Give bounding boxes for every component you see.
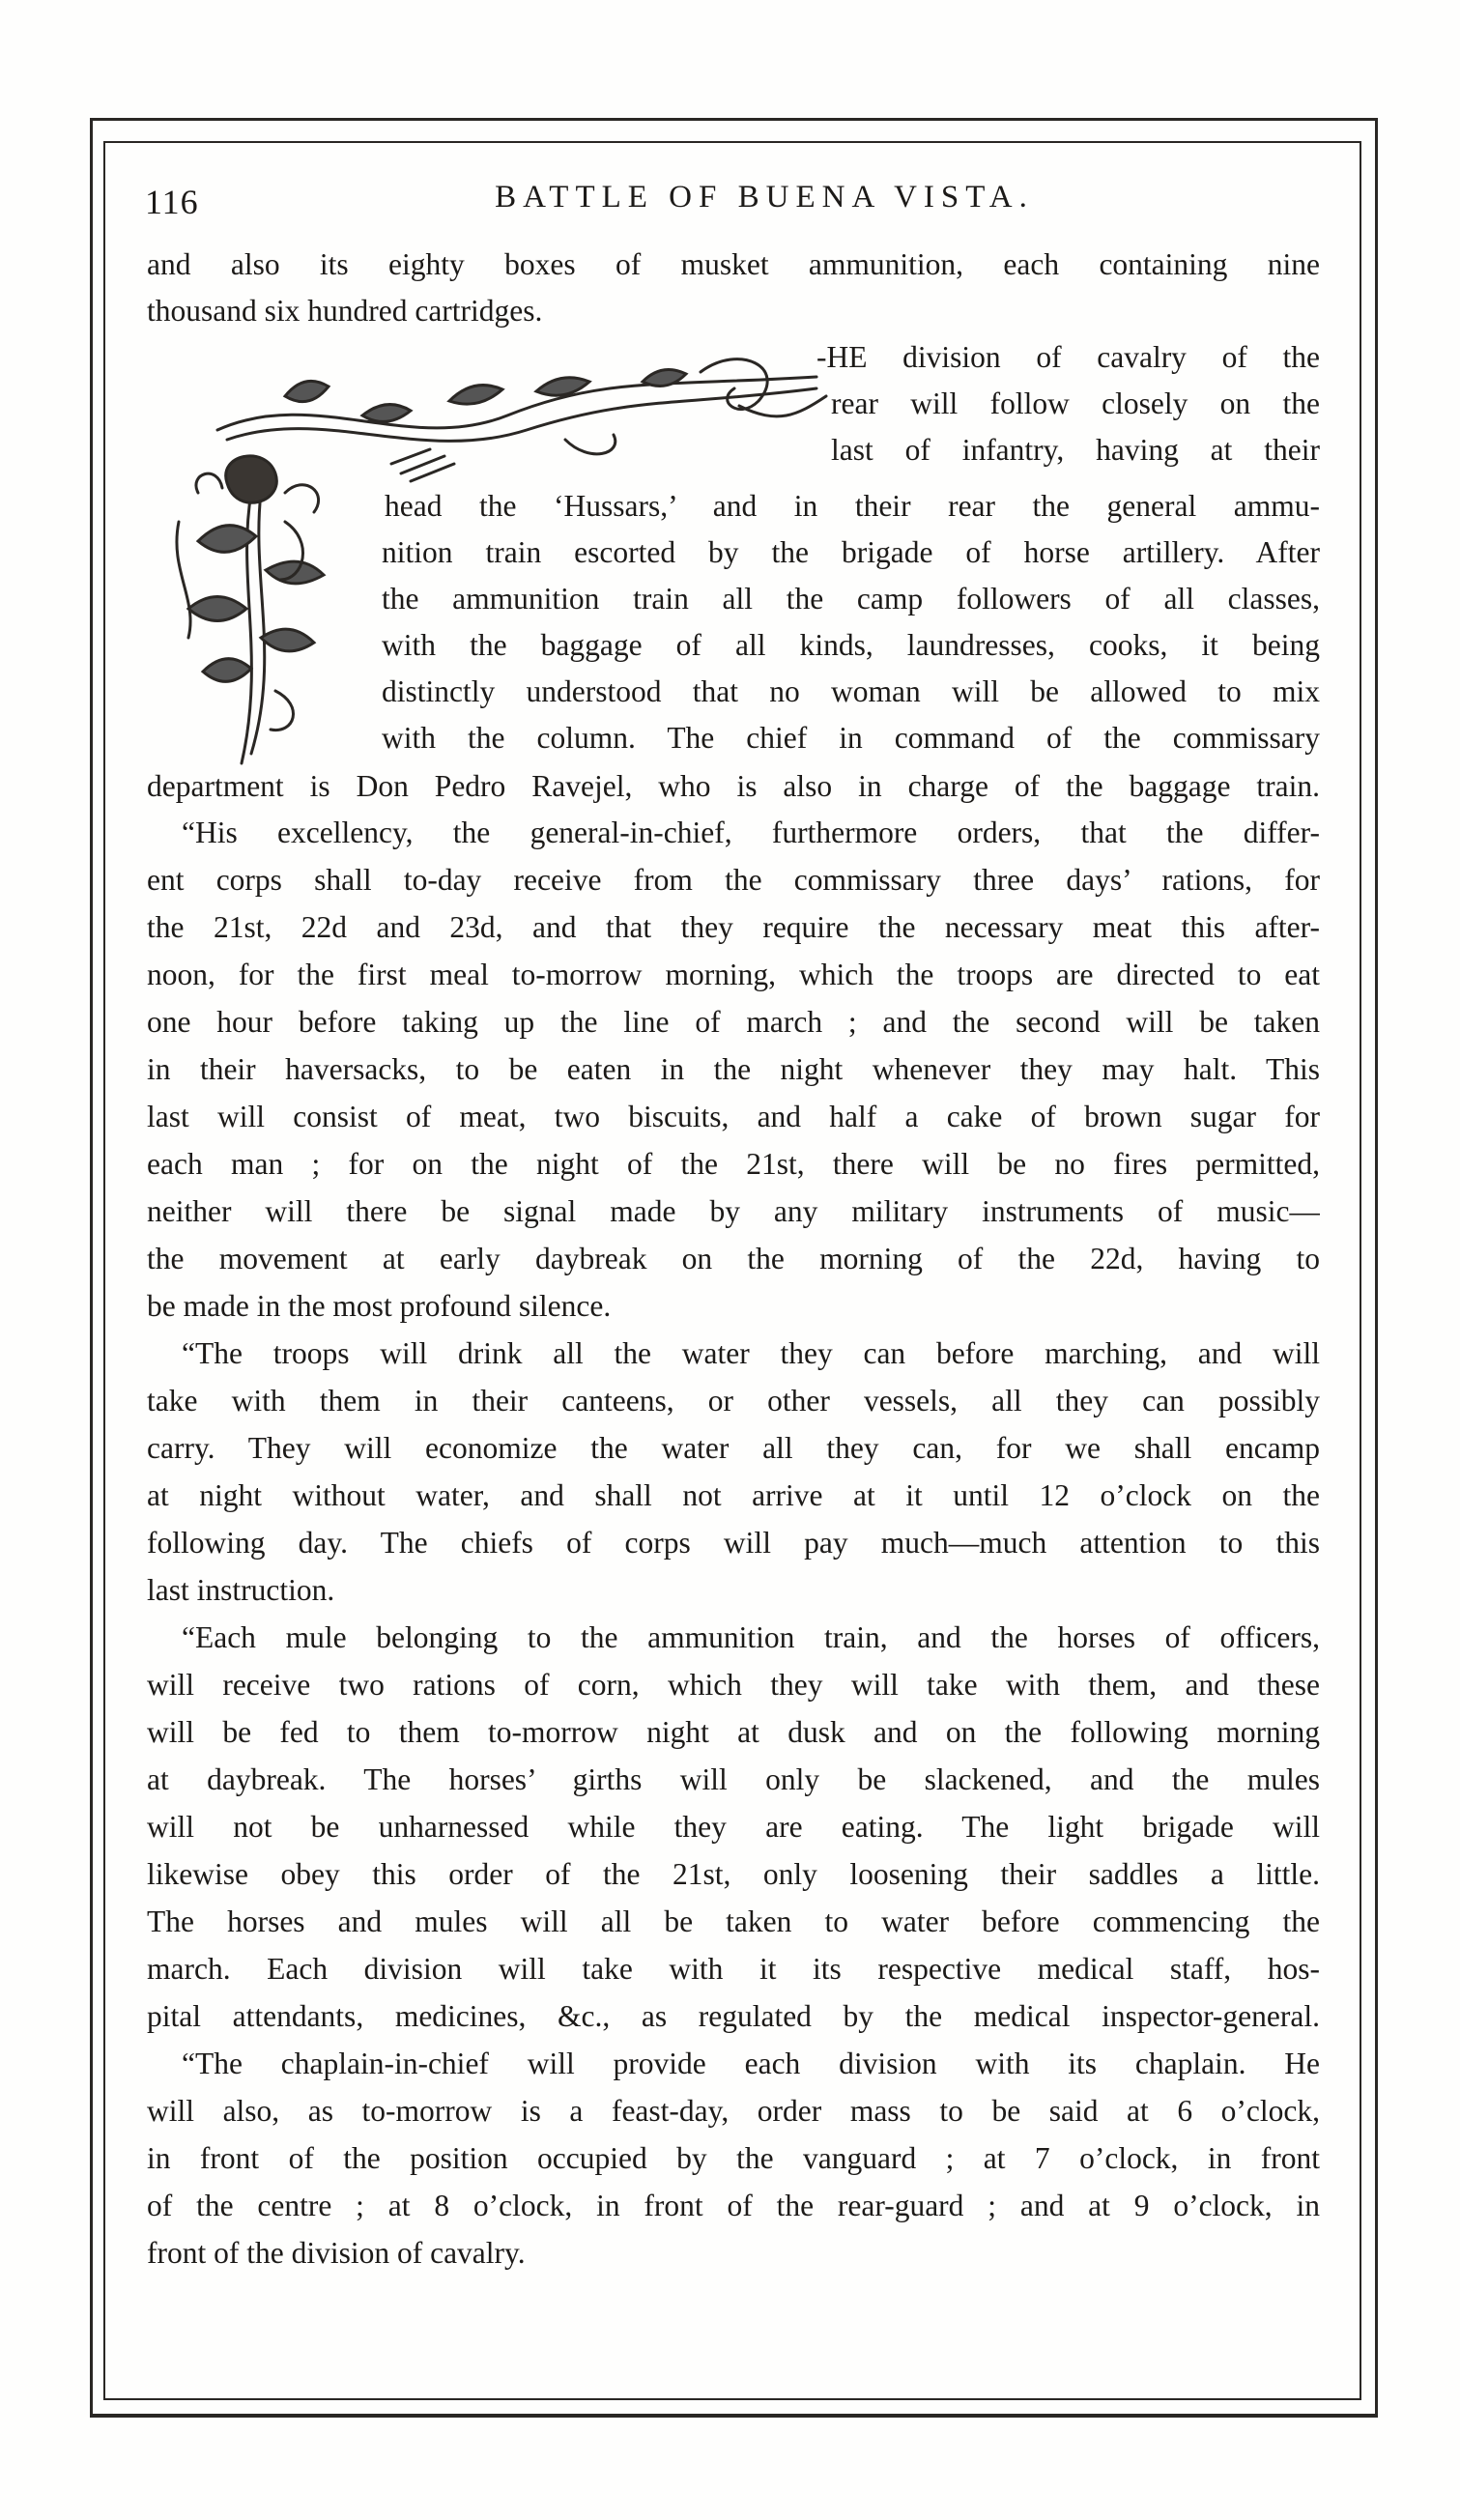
text-line: the ammunition train all the camp followers of all classes, [382,582,1320,616]
text-line: in their haversacks, to be eaten in the night whenever they may halt. This [147,1052,1320,1086]
text-line: “The chaplain-in-chief will provide each division with its chaplain. He [182,2047,1320,2080]
text-line: front of the division of cavalry. [147,2236,526,2270]
text-line: likewise obey this order of the 21st, only loosening their saddles a little. [147,1857,1320,1891]
text-line: The horses and mules will all be taken to water before commencing the [147,1904,1320,1938]
text-line: last of infantry, having at their [831,433,1320,467]
text-line: following day. The chiefs of corps will pay much—much attention to this [147,1526,1320,1560]
text-line: with the baggage of all kinds, laundresses, cooks, it being [382,628,1320,662]
text-line: department is Don Pedro Ravejel, who is also in charge of the baggage train. [147,769,1320,803]
text-line: “Each mule belonging to the ammunition train, and the horses of officers, [182,1620,1320,1654]
text-line: head the ‘Hussars,’ and in their rear the general ammu- [385,489,1320,523]
page-number: 116 [145,183,199,221]
text-line: at night without water, and shall not arrive at it until 12 o’clock on the [147,1478,1320,1512]
text-line: nition train escorted by the brigade of horse artillery. After [382,535,1320,569]
text-line: neither will there be signal made by any military instruments of music— [147,1194,1320,1228]
text-line: be made in the most profound silence. [147,1289,612,1323]
text-line: will receive two rations of corn, which they will take with them, and these [147,1668,1320,1702]
text-line: of the centre ; at 8 o’clock, in front of the rear-guard ; and at 9 o’clock, in [147,2189,1320,2222]
text-line: march. Each division will take with it its respective medical staff, hos- [147,1952,1320,1986]
text-line: will not be unharnessed while they are eating. The light brigade will [147,1810,1320,1844]
text-line: the 21st, 22d and 23d, and that they require the necessary meat this after- [147,910,1320,944]
text-line: “His excellency, the general-in-chief, furthermore orders, that the differ- [182,816,1320,849]
text-line: last instruction. [147,1573,335,1607]
text-line: rear will follow closely on the [831,387,1320,420]
text-line: pital attendants, medicines, &c., as regulated by the medical inspector-general. [147,1999,1320,2033]
text-line: with the column. The chief in command of the commissary [382,721,1320,755]
text-line: last will consist of meat, two biscuits, and half a cake of brown sugar for [147,1100,1320,1133]
text-line: each man ; for on the night of the 21st, there will be no fires permitted, [147,1147,1320,1181]
text-line: in front of the position occupied by the vanguard ; at 7 o’clock, in front [147,2141,1320,2175]
text-line: the movement at early daybreak on the morning of the 22d, having to [147,1242,1320,1275]
text-line: thousand six hundred cartridges. [147,294,543,328]
page-header [145,172,1326,230]
text-line: noon, for the first meal to-morrow morning, which the troops are directed to eat [147,958,1320,991]
running-title: BATTLE OF BUENA VISTA. [495,180,1034,215]
text-line: take with them in their canteens, or other vessels, all they can possibly [147,1384,1320,1418]
text-line: “The troops will drink all the water they can before marching, and will [182,1336,1320,1370]
text-line: carry. They will economize the water all they can, for we shall encamp [147,1431,1320,1465]
text-line: -HE division of cavalry of the [816,340,1320,374]
text-line: will be fed to them to-morrow night at dusk and on the following morning [147,1715,1320,1749]
text-line: will also, as to-morrow is a feast-day, order mass to be said at 6 o’clock, [147,2094,1320,2128]
text-line: distinctly understood that no woman will be allowed to mix [382,674,1320,708]
text-line: one hour before taking up the line of march ; and the second will be taken [147,1005,1320,1039]
text-line: at daybreak. The horses’ girths will only be slackened, and the mules [147,1762,1320,1796]
text-line: ent corps shall to-day receive from the commissary three days’ rations, for [147,863,1320,897]
text-line: and also its eighty boxes of musket ammunition, each containing nine [147,247,1320,281]
